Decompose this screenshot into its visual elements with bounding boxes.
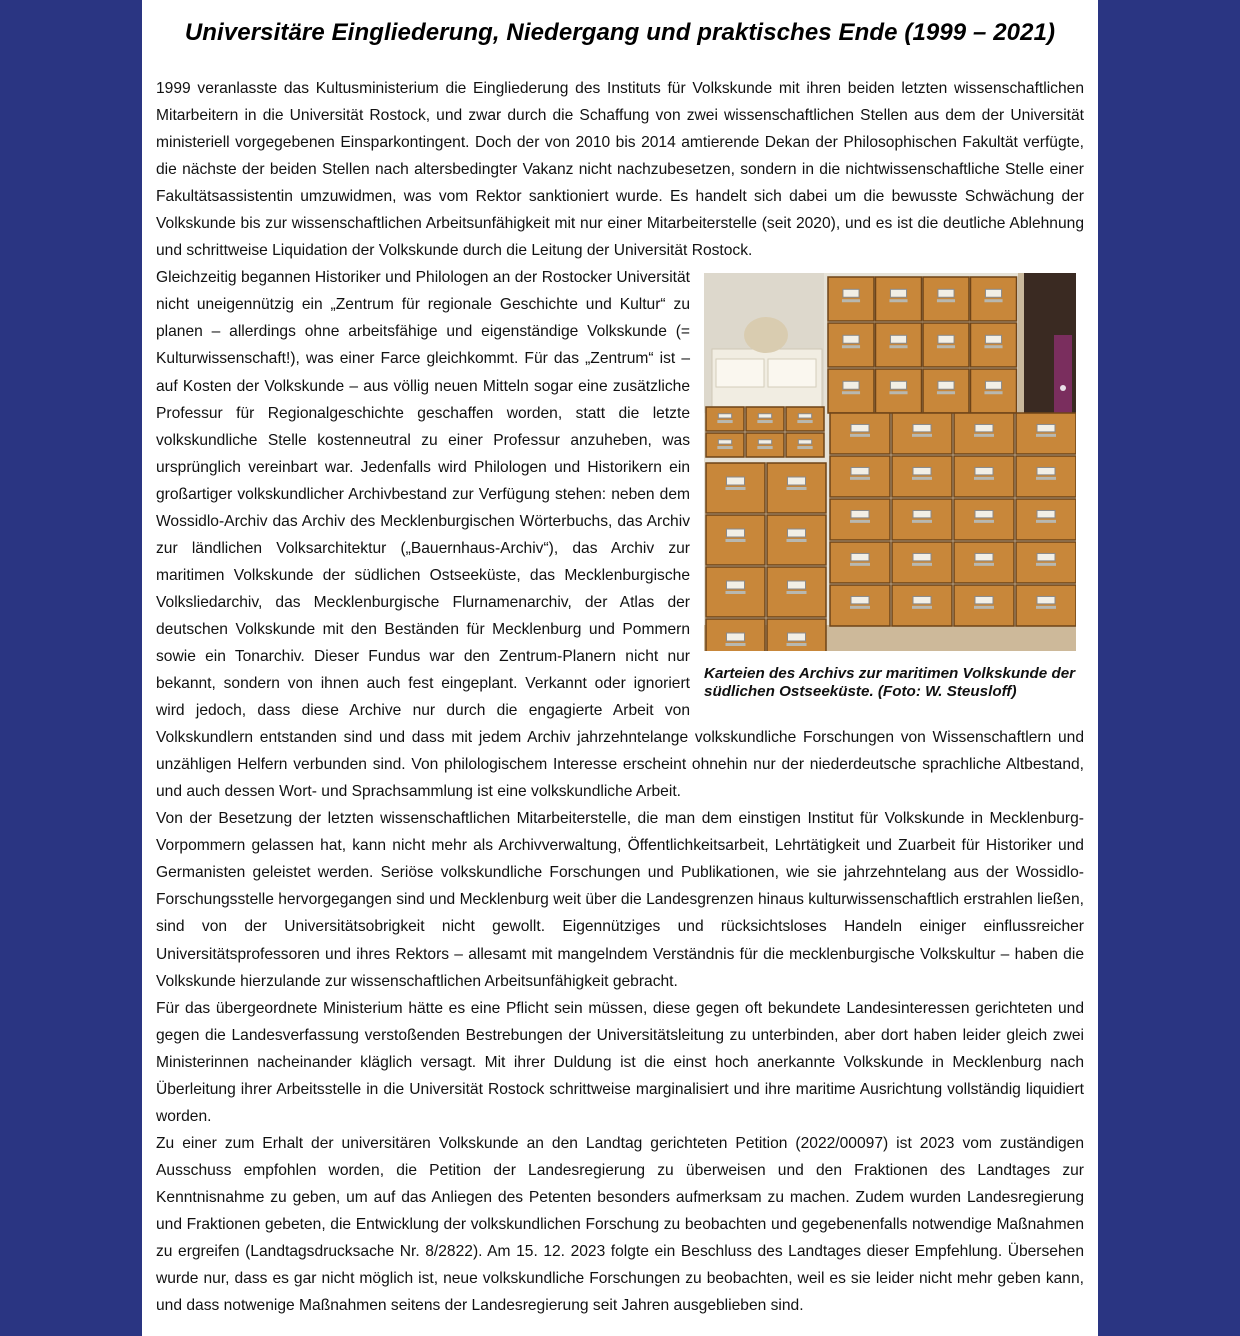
drawer-handle [726,487,746,490]
drawer-handle [787,591,807,594]
drawer-handle [912,520,932,523]
photo-binder-ring [1060,385,1066,391]
drawer [1016,585,1076,626]
drawer-handle [1036,434,1056,437]
drawer-handle [850,563,870,566]
drawer-label [975,511,993,518]
drawer-handle [726,591,746,594]
drawer [830,456,890,497]
drawer [828,369,874,413]
drawer-label [1037,425,1055,432]
drawer-label [843,290,859,298]
drawer-label [913,597,931,604]
drawer-handle [984,346,1002,349]
drawer-handle [889,300,907,303]
figure-caption: Karteien des Archivs zur maritimen Volkskunde der südlichen Ostseeküste. (Foto: W. Steusloff) [704,665,1076,701]
drawer-label [788,529,806,537]
drawer-label [843,336,859,344]
drawer-label [975,468,993,475]
drawer-handle [889,392,907,395]
drawer-handle [717,446,732,449]
drawer-handle [757,446,772,449]
drawer [923,323,969,367]
drawer [971,277,1017,321]
drawer-handle [912,477,932,480]
drawer-label [798,414,811,418]
drawer-label [718,440,731,444]
drawer-handle [842,346,860,349]
drawer [828,277,874,321]
drawer-handle [717,420,732,423]
drawer-label [843,382,859,390]
drawer-label [913,425,931,432]
photo-white-box-3 [768,359,816,387]
photo-door-frame [1018,273,1024,413]
photo-white-box-2 [716,359,764,387]
drawer [786,407,824,431]
drawer [876,277,922,321]
drawer-label [851,511,869,518]
drawer-handle [850,477,870,480]
drawer [892,585,952,626]
drawer-label [913,511,931,518]
drawer-label [727,633,745,641]
drawer-handle [937,346,955,349]
drawer-label [985,382,1001,390]
drawer [1016,456,1076,497]
drawer-label [727,477,745,485]
article-page [142,0,1098,1336]
paragraph-3: Von der Besetzung der letzten wissenschaftlichen Mitarbeiterstelle, die man dem einstigen Institut für Volkskunde in Mecklenburg-Vorpommern gelassen hat, kann nicht mehr als Archivverwaltung, Öffentlichkeitsarbeit, Lehrtätigkeit und Zuarbeit für Historiker und Germanisten geleistet werden. Seriöse volkskundliche Forschungen und Publikationen, wie sie jahrzehntelang aus der Wossidlo-Forschungsstelle hervorgegangen sind und Mecklenburg weit über die Landesgrenzen hinaus kulturwissenschaftlich erstrahlen ließen, sind von der Universitätsobrigkeit nicht gewollt. Eigennütziges und rücksichtsloses Handeln einiger einflussreicher Universitätsprofessoren und ihres Rektors – allesamt mit mangelndem Verständnis für die mecklenburgische Volkskultur – haben die Volkskunde hierzulande zur wissenschaftlichen Arbeitsunfähigkeit gebracht. [156,810,1084,990]
drawer-handle [912,563,932,566]
drawer-handle [974,434,994,437]
drawer-handle [726,643,746,646]
drawer-label [938,382,954,390]
drawer-label [938,290,954,298]
drawer [830,542,890,583]
drawer-label [718,414,731,418]
drawer-handle [937,300,955,303]
drawer-label [1037,511,1055,518]
drawer-handle [1036,477,1056,480]
drawer-handle [974,520,994,523]
paragraph-2: Gleichzeitig begannen Historiker und Philologen an der Rostocker Universität nicht uneigennützig ein „Zentrum für regionale Geschichte und Kultur“ zu planen – allerdings ohne arbeitsfähige und eigenständige Volkskunde (= Kulturwissenschaft!), was einer Farce gleichkommt. Für das „Zentrum“ ist – auf Kosten der Volkskunde – aus völlig neuen Mitteln sogar eine zusätzliche Professur für Regionalgeschichte geschaffen worden, statt die letzte volkskundliche Stelle kostenneutral zu einer Professur anzuheben, was ursprünglich vereinbart war. Jedenfalls wird Philologen und Historikern ein großartiger volkskundlicher Archivbestand zur Verfügung stehen: neben dem Wossidlo-Archiv das Archiv des Mecklenburgischen Wörterbuchs, das Archiv zur ländlichen Volksarchitektur („Bauernhaus-Archiv“), das Archiv zur maritimen Volkskunde der südlichen Ostseeküste, das Mecklenburgische Volksliedarchiv, das Mecklenburgische Flurnamenarchiv, der Atlas der deutschen Volkskunde mit den Beständen für Mecklenburg und Pommern sowie ein Tonarchiv. Dieser Fundus war den Zentrum-Planern nicht nur bekannt, sondern von ihnen auch fest eingeplant. Verkannt oder ignoriert wird jedoch, dass diese Archive nur durch die engagierte Arbeit von Volkskundlern entstanden sind und dass mit jedem Archiv jahrzehntelange volkskundliche Forschungen von Wissenschaftlern und unzähligen Helfern verbunden sind. Von philologischem Interesse erscheint ohnehin nur der niederdeutsche sprachliche Altbestand, und auch dessen Wort- und Sprachsammlung ist eine volkskundliche Arbeit. [156,269,1084,801]
drawer-handle [842,300,860,303]
drawer [892,499,952,540]
drawer-label [913,554,931,561]
drawer-label [788,633,806,641]
drawer [1016,542,1076,583]
drawer-label [1037,597,1055,604]
drawer [1016,499,1076,540]
drawer [954,542,1014,583]
drawer-label [727,581,745,589]
drawer [954,456,1014,497]
drawer-handle [726,539,746,542]
drawer [954,585,1014,626]
drawer-label [798,440,811,444]
drawer-label [890,382,906,390]
drawer-label [1037,554,1055,561]
drawer-label [758,440,771,444]
drawer-label [938,336,954,344]
drawer [892,542,952,583]
drawer-handle [912,434,932,437]
drawer-handle [1036,520,1056,523]
archive-figure [704,273,1084,701]
drawer-label [975,554,993,561]
drawer [706,407,744,431]
drawer-handle [937,392,955,395]
drawer-label [890,336,906,344]
drawer-handle [984,392,1002,395]
photo-paper-roll [744,317,788,353]
drawer-handle [850,434,870,437]
drawer-label [890,290,906,298]
drawer-handle [842,392,860,395]
photo-binder [1054,335,1072,415]
drawer [954,499,1014,540]
drawer-handle [974,606,994,609]
drawer [971,323,1017,367]
drawer-handle [787,539,807,542]
drawer [923,369,969,413]
drawer [830,413,890,454]
drawer-handle [1036,606,1056,609]
drawer-label [788,581,806,589]
drawer [786,433,824,457]
drawer-label [913,468,931,475]
drawer-label [851,425,869,432]
article-title: Universitäre Eingliederung, Niedergang und praktisches Ende (1999 – 2021) [184,19,1056,46]
drawer-label [851,468,869,475]
drawer [746,433,784,457]
drawer [892,413,952,454]
drawer [1016,413,1076,454]
drawer-handle [850,606,870,609]
drawer-handle [797,446,812,449]
drawer-label [788,477,806,485]
drawer-label [975,425,993,432]
drawer-handle [912,606,932,609]
drawer-label [985,290,1001,298]
drawer-label [851,554,869,561]
archive-drawers-photo [704,273,1076,651]
drawer-label [851,597,869,604]
paragraph-1: 1999 veranlasste das Kultusministerium die Eingliederung des Instituts für Volkskunde mit ihren beiden letzten wissenschaftlichen Mitarbeitern in die Universität Rostock, und zwar durch die Schaffung von zwei wissenschaftlichen Stellen aus dem der Universität ministeriell vorgegebenen Einsparkontingent. Doch der von 2010 bis 2014 amtierende Dekan der Philosophischen Fakultät verfügte, die nächste der beiden Stellen nach altersbedingter Vakanz nicht nachzubesetzen, sondern in die nichtwissenschaftliche Stelle einer Fakultätsassistentin umzuwidmen, was vom Rektor sanktioniert wurde. Es handelt sich dabei um die bewusste Schwächung der Volkskunde bis zur wissenschaftlichen Arbeitsunfähigkeit mit nur einer Mitarbeiterstelle (seit 2020), und es ist die deutliche Ablehnung und schrittweise Liquidation der Volkskunde durch die Leitung der Universität Rostock. [156,80,1084,260]
drawer [830,585,890,626]
drawer-handle [974,477,994,480]
drawer-handle [797,420,812,423]
drawer [954,413,1014,454]
article-body [156,75,1084,1319]
drawer-label [727,529,745,537]
drawer-label [758,414,771,418]
drawer-handle [984,300,1002,303]
drawer [876,369,922,413]
drawer-handle [889,346,907,349]
paragraph-5: Zu einer zum Erhalt der universitären Volkskunde an den Landtag gerichteten Petition (2022/00097) ist 2023 vom zuständigen Ausschuss empfohlen worden, die Petition der Landesregierung zu überweisen und den Fraktionen des Landtages zur Kenntnisnahme zu geben, um auf das Anliegen des Petenten besonders aufmerksam zu machen. Zudem wurden Landesregierung und Fraktionen gebeten, die Entwicklung der volkskundlichen Forschung zu beobachten und gegebenenfalls notwendige Maßnahmen zu ergreifen (Landtagsdrucksache Nr. 8/2822). Am 15. 12. 2023 folgte ein Beschluss des Landtages dieser Empfehlung. Übersehen wurde nur, dass es gar nicht möglich ist, neue volkskundliche Forschungen zu beobachten, weil es sie leider nicht mehr geben kann, und dass notwenige Maßnahmen seitens der Landesregierung seit Jahren ausgeblieben sind. [156,1134,1084,1315]
drawer-label [985,336,1001,344]
drawer-handle [787,643,807,646]
drawer-handle [850,520,870,523]
drawer [746,407,784,431]
drawer-handle [757,420,772,423]
drawer [876,323,922,367]
paragraph-4: Für das übergeordnete Ministerium hätte es eine Pflicht sein müssen, diese gegen oft bekundete Landesinteressen gerichteten und gegen die Landesverfassung verstoßenden Bestrebungen der Universitätsleitung zu unterbinden, aber dort haben leider gleich zwei Ministerinnen nacheinander kläglich versagt. Mit ihrer Duldung ist die einst hoch anerkannte Volkskunde in Mecklenburg nach Überleitung ihrer Arbeitsstelle in die Universität Rostock schrittweise marginalisiert und ihre maritime Ausrichtung vollständig liquidiert worden. [156,999,1084,1125]
drawer [923,277,969,321]
drawer [971,369,1017,413]
drawer [830,499,890,540]
drawer [892,456,952,497]
drawer-label [1037,468,1055,475]
drawer [828,323,874,367]
drawer [706,433,744,457]
drawer-label [975,597,993,604]
drawer-handle [1036,563,1056,566]
drawer-handle [974,563,994,566]
drawer-handle [787,487,807,490]
